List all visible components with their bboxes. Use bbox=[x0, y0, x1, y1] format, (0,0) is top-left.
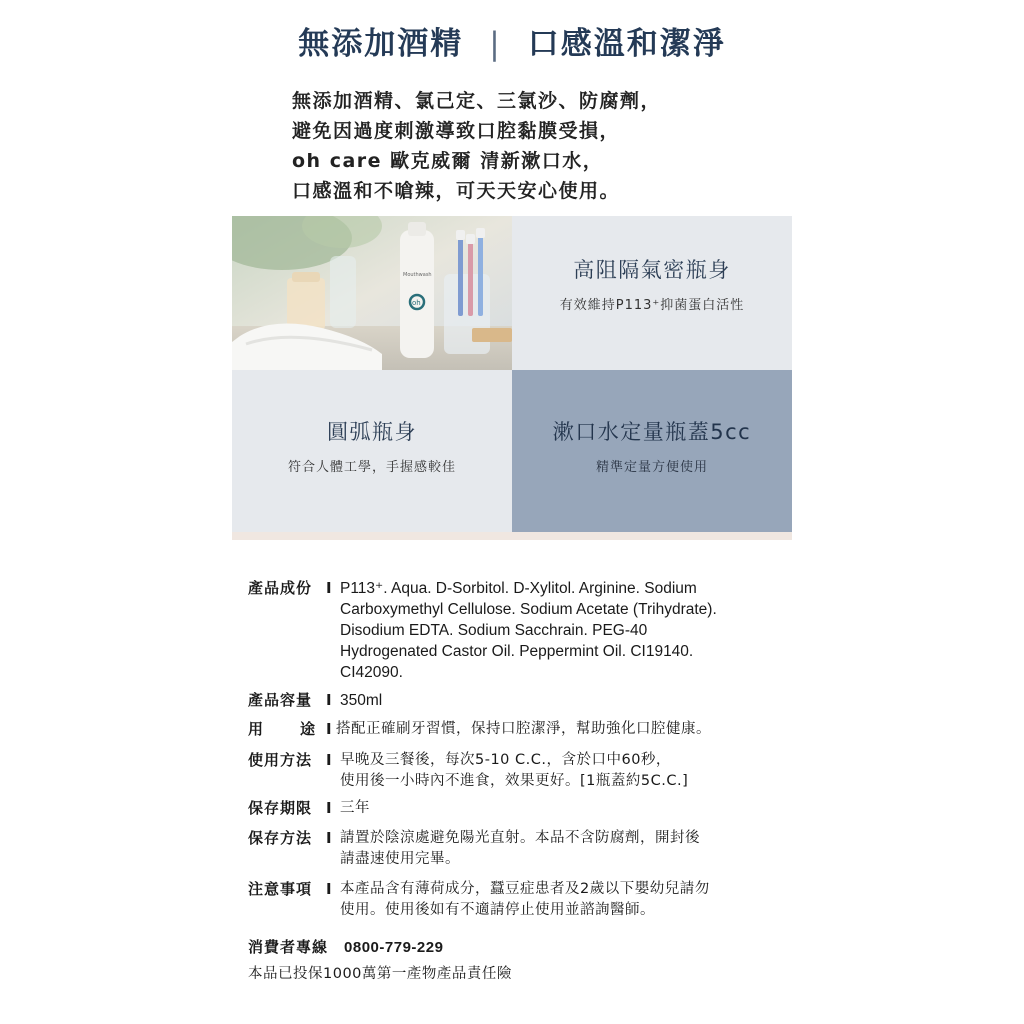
spec-label: 使用方法 bbox=[248, 751, 313, 769]
spec-line: Carboxymethyl Cellulose. Sodium Acetate (Trihydrate). bbox=[340, 601, 717, 618]
divider-strip bbox=[232, 532, 792, 540]
spec-line: Hydrogenated Castor Oil. Peppermint Oil. CI19140. bbox=[340, 643, 694, 660]
headline-right: 口感溫和潔淨 bbox=[527, 26, 726, 62]
spec-label: 產品成份 bbox=[248, 579, 313, 597]
product-photo bbox=[232, 216, 512, 370]
spec-label-part: 途 bbox=[300, 720, 317, 738]
spec-bar: I bbox=[326, 720, 332, 738]
feature-title: 漱口水定量瓶蓋5cc bbox=[552, 420, 752, 444]
spec-line: 本產品含有薄荷成分，蠶豆症患者及2歲以下嬰幼兒請勿 bbox=[340, 881, 710, 897]
feature-grid bbox=[232, 216, 792, 540]
spec-bar: I bbox=[326, 880, 332, 898]
spec-value bbox=[340, 578, 790, 683]
bottle-label: Mouthwash bbox=[403, 272, 432, 278]
spec-bar: I bbox=[326, 751, 332, 769]
spec-bar: I bbox=[326, 799, 332, 817]
spec-line: 使用後一小時內不進食，效果更好。[1瓶蓋約5C.C.] bbox=[340, 773, 689, 789]
spec-line: Disodium EDTA. Sodium Sacchrain. PEG-40 bbox=[340, 622, 648, 639]
spec-line: 請置於陰涼處避免陽光直射。本品不含防腐劑，開封後 bbox=[340, 830, 700, 846]
spec-value bbox=[340, 828, 790, 870]
insurance-note: 本品已投保1000萬第一產物產品責任險 bbox=[248, 966, 512, 982]
spec-label: 注意事項 bbox=[248, 880, 313, 898]
spec-label: 保存方法 bbox=[248, 829, 313, 847]
feature-subtitle: 精準定量方便使用 bbox=[595, 460, 708, 475]
spec-value: 三年 bbox=[340, 800, 370, 816]
spec-line: 使用。使用後如有不適請停止使用並諮詢醫師。 bbox=[340, 902, 655, 918]
consumer-hotline bbox=[248, 936, 443, 957]
feature-subtitle: 有效維持P113⁺抑菌蛋白活性 bbox=[559, 298, 745, 313]
spec-label-part: 用 bbox=[248, 720, 265, 738]
hotline-number: 0800-779-229 bbox=[344, 939, 444, 956]
feature-airtight-bottle bbox=[512, 216, 792, 370]
hotline-label: 消費者專線 bbox=[248, 938, 329, 956]
intro-line: 口感溫和不嗆辣，可天天安心使用。 bbox=[292, 180, 621, 202]
spec-value bbox=[340, 750, 790, 792]
spec-line: 早晚及三餐後，每次5-10 C.C.，含於口中60秒， bbox=[340, 752, 671, 768]
spec-line: 請盡速使用完畢。 bbox=[340, 851, 460, 867]
spec-label bbox=[248, 719, 316, 740]
spec-bar: I bbox=[326, 579, 332, 597]
feature-subtitle: 符合人體工學，手握感較佳 bbox=[287, 460, 456, 475]
spec-bar: I bbox=[326, 829, 332, 847]
spec-value: 350ml bbox=[340, 692, 383, 709]
spec-value: 搭配正確刷牙習慣，保持口腔潔淨，幫助強化口腔健康。 bbox=[336, 721, 711, 737]
intro-line: 無添加酒精、氯己定、三氯沙、防腐劑， bbox=[292, 90, 662, 112]
headline bbox=[0, 18, 1024, 63]
headline-left: 無添加酒精 bbox=[298, 26, 464, 62]
feature-title: 高阻隔氣密瓶身 bbox=[573, 258, 731, 282]
feature-curved-bottle bbox=[232, 370, 512, 532]
feature-measuring-cap bbox=[512, 370, 792, 532]
spec-bar: I bbox=[326, 691, 332, 709]
product-photo-illustration bbox=[232, 216, 512, 370]
intro-line: 避免因過度刺激導致口腔黏膜受損， bbox=[292, 120, 621, 142]
bottle-brand: oh bbox=[412, 299, 421, 307]
intro-text bbox=[292, 86, 812, 206]
feature-title: 圓弧瓶身 bbox=[327, 420, 417, 444]
headline-separator: | bbox=[489, 26, 502, 62]
intro-line: oh care 歐克威爾 清新漱口水， bbox=[292, 150, 604, 172]
spec-line: CI42090. bbox=[340, 664, 403, 681]
spec-value bbox=[340, 879, 790, 921]
spec-label: 保存期限 bbox=[248, 799, 313, 817]
spec-line: P113⁺. Aqua. D-Sorbitol. D-Xylitol. Arginine. Sodium bbox=[340, 580, 697, 597]
spec-label: 產品容量 bbox=[248, 691, 313, 709]
